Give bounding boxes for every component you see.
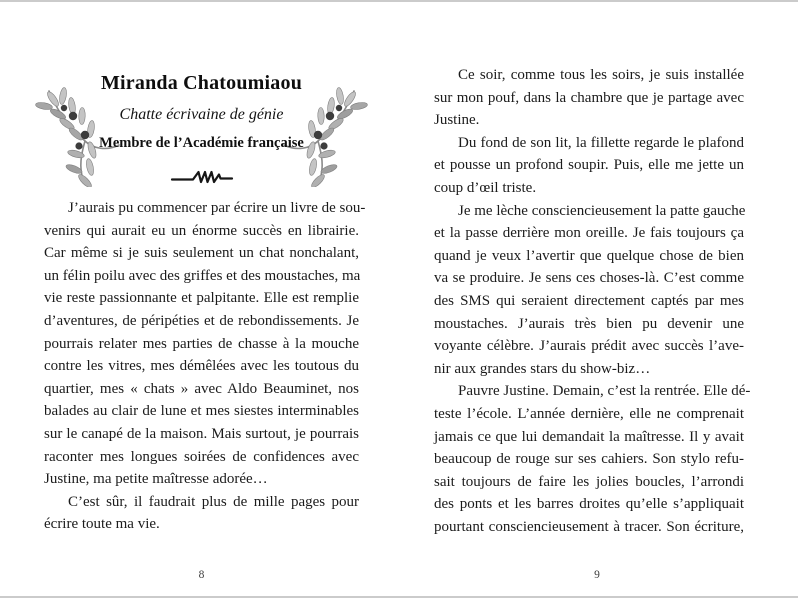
- page-left: [44, 0, 366, 601]
- text-line: balades au clair de lune et mes siestes interminables: [44, 403, 359, 420]
- page-9-body: [434, 64, 751, 538]
- text-line: Du fond de son lit, la fillette regarde le plafond: [458, 134, 744, 151]
- text-line: des SMS qui seraient directement captés par mes: [434, 292, 744, 309]
- text-line: d’aventures, de péripéties et de rebondissements. Je: [44, 312, 359, 329]
- section-divider-icon: [170, 166, 234, 188]
- text-line: des ponts et les barres droites qu’elle s’appliquait: [434, 496, 744, 513]
- text-line: teste l’école. L’année dernière, elle ne comprenait: [434, 405, 744, 422]
- text-line: et pousse un profond soupir. Puis, elle me jette un: [434, 157, 744, 174]
- text-line: Justine, ma petite maîtresse adorée…: [44, 471, 268, 488]
- page-number-left: 8: [198, 569, 205, 581]
- text-line: sur mon pouf, dans la chambre que je partage avec: [434, 89, 744, 106]
- text-line: Justine.: [434, 112, 480, 129]
- text-line: C’est sûr, il faudrait plus de mille pages pour: [68, 493, 359, 510]
- text-line: nir aux grandes stars du show-biz…: [434, 360, 651, 377]
- text-line: Ce soir, comme tous les soirs, je suis installée: [458, 67, 744, 83]
- author-affiliation: Membre de l’Académie française: [99, 135, 304, 151]
- text-line: Pauvre Justine. Demain, c’est la rentrée. Elle dé-: [458, 383, 751, 400]
- text-line: Car même si je suis seulement un chat nonchalant,: [44, 245, 359, 262]
- page-8-body: [44, 197, 366, 536]
- text-line: raconter mes longues soirées de confidences avec: [44, 448, 359, 465]
- text-line: sait toujours de faire les jolies boucles, l’arrondi: [434, 473, 744, 490]
- text-line: et la passe derrière mon oreille. Je fais toujours ça: [434, 225, 744, 242]
- text-line: J’aurais pu commencer par écrire un livre de sou-: [68, 200, 366, 216]
- text-line: quartier, mes « chats » avec Aldo Beauminet, nos: [44, 380, 359, 397]
- text-line: venirs qui aurait eu un énorme succès en librairie.: [44, 222, 359, 239]
- text-line: vie reste passionnante et palpitante. Elle est remplie: [44, 290, 359, 307]
- text-line: pourrais relater mes parties de chasse à la mouche: [44, 335, 359, 352]
- page-right: [434, 0, 751, 601]
- text-line: moustaches. J’aurais très bien pu devenir une: [434, 315, 744, 332]
- text-line: coup d’œil triste.: [434, 179, 537, 196]
- author-subtitle: Chatte écrivaine de génie: [119, 106, 284, 123]
- author-title: Miranda Chatoumiaou: [100, 72, 303, 94]
- text-line: beaucoup de rouge sur ses cahiers. Son stylo refu-: [434, 451, 744, 468]
- text-line: pourtant consciencieusement à tracer. Son écriture,: [434, 518, 744, 535]
- text-line: contre les vitres, mes démêlées avec les toutous du: [44, 358, 359, 375]
- page-number-right: 9: [594, 569, 600, 581]
- text-line: un félin poilu avec des griffes et des moustaches, ma: [44, 267, 361, 284]
- text-line: quand je veux l’avertir que quelque chose de bien: [434, 247, 744, 264]
- text-line: va se produire. Je sens ces choses-là. C’est comme: [434, 270, 744, 287]
- text-line: voyante célèbre. J’aurais prédit avec succès l’ave-: [434, 338, 744, 355]
- text-line: jamais ce que lui demandait la maîtresse. Il y avait: [434, 428, 744, 445]
- text-line: sur le canapé de la maison. Mais surtout, je pourrais: [44, 425, 359, 442]
- text-line: Je me lèche consciencieusement la patte gauche: [458, 202, 746, 219]
- text-line: écrire toute ma vie.: [44, 516, 160, 533]
